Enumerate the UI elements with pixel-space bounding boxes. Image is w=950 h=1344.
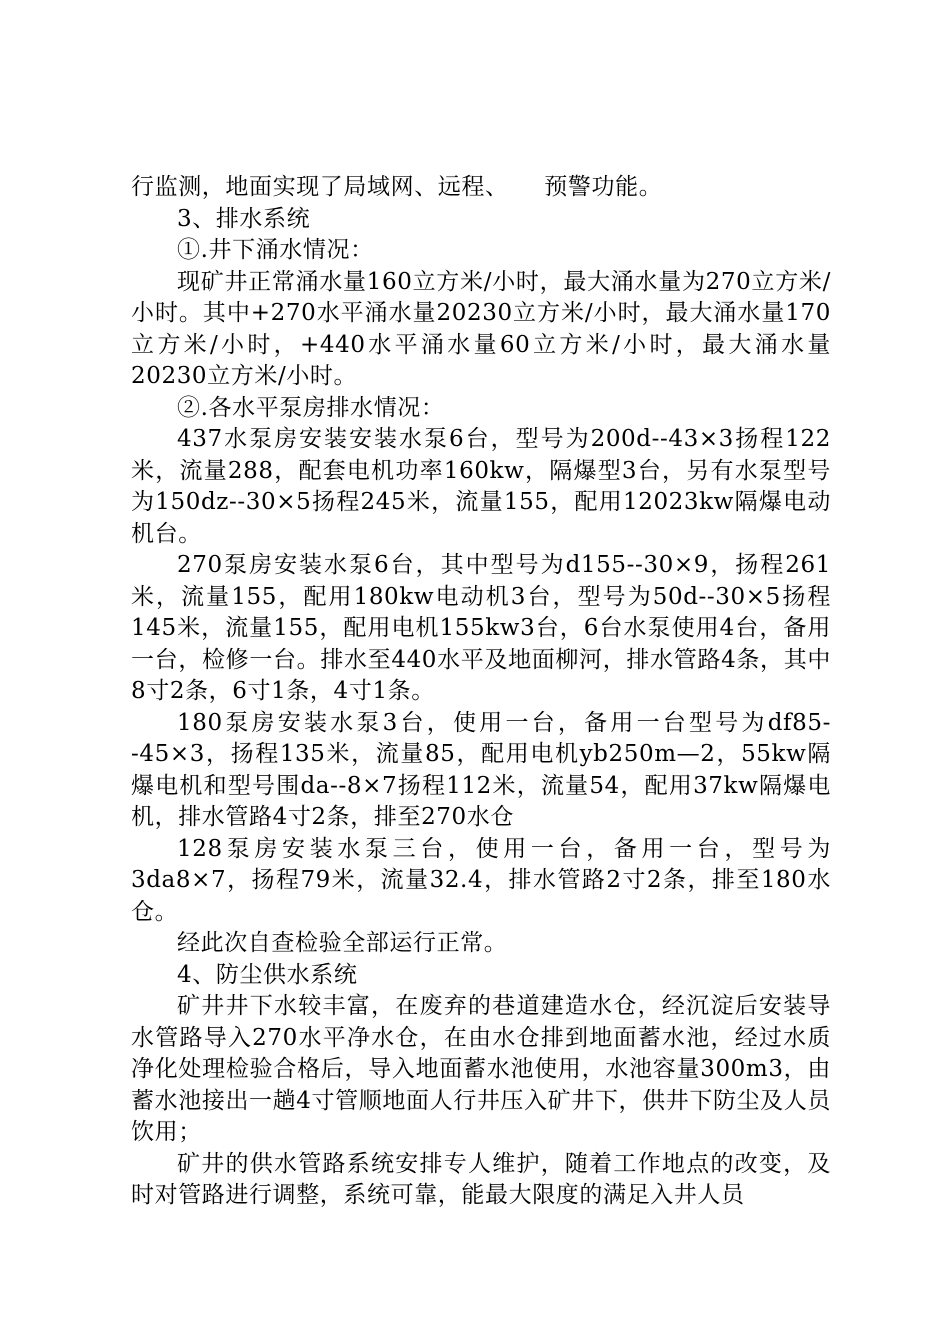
paragraph-pump-128: 128泵房安装水泵三台，使用一台，备用一台，型号为3da8×7，扬程79米，流量32.4，排水管路2寸2条，排至180水仓。: [131, 835, 831, 925]
section-heading-dust-water: 4、防尘供水系统: [177, 961, 358, 988]
paragraph-continuation: 行监测，地面实现了局域网、远程、 预警功能。: [131, 174, 663, 200]
paragraph-pump-270: 270泵房安装水泵6台，其中型号为d155--30×9，扬程261米，流量155，配用180kw电动机3台，型号为50d--30×5扬程145米，流量155，配用电机155kw3台，6台水泵使用4台，备用一台，检修一台。排水至440水平及地面柳河，排水管路4条，其中8寸2条，6寸1条，4寸1条。: [131, 552, 831, 704]
paragraph-inspection-result: 经此次自查检验全部运行正常。: [177, 930, 508, 956]
paragraph-water-supply: 矿井井下水较丰富，在废弃的巷道建造水仓，经沉淀后安装导水管路导入270水平净水仓，在由水仓排到地面蓄水池，经过水质净化处理检验合格后，导入地面蓄水池使用，水池容量300m3，由蓄水池接出一趟4寸管顺地面人行井压入矿井下，供井下防尘及人员饮用；: [131, 993, 831, 1145]
subheading-water-inflow: ①.井下涌水情况：: [177, 237, 374, 263]
paragraph-pump-437: 437水泵房安装安装水泵6台，型号为200d--43×3扬程122米，流量288，配套电机功率160kw，隔爆型3台，另有水泵型号为150dz--30×5扬程245米，流量155，配用12023kw隔爆电动机台。: [131, 426, 831, 547]
paragraph-pump-180: 180泵房安装水泵3台，使用一台，备用一台型号为df85--45×3，扬程135米，流量85，配用电机yb250m—2，55kw隔爆电机和型号围da--8×7扬程112米，流量54，配用37kw隔爆电机，排水管路4寸2条，排至270水仓: [131, 709, 831, 830]
paragraph-water-inflow: 现矿井正常涌水量160立方米/小时，最大涌水量为270立方米/小时。其中+270水平涌水量20230立方米/小时，最大涌水量170立方米/小时，+440水平涌水量60立方米/小时，最大涌水量20230立方米/小时。: [131, 268, 831, 389]
document-body: [131, 172, 831, 1212]
subheading-pump-rooms: ②.各水平泵房排水情况：: [177, 394, 445, 421]
paragraph-pipeline-maintenance: 矿井的供水管路系统安排专人维护，随着工作地点的改变，及时对管路进行调整，系统可靠，能最大限度的满足入井人员: [131, 1150, 831, 1208]
section-heading-drainage: 3、排水系统: [177, 205, 311, 232]
